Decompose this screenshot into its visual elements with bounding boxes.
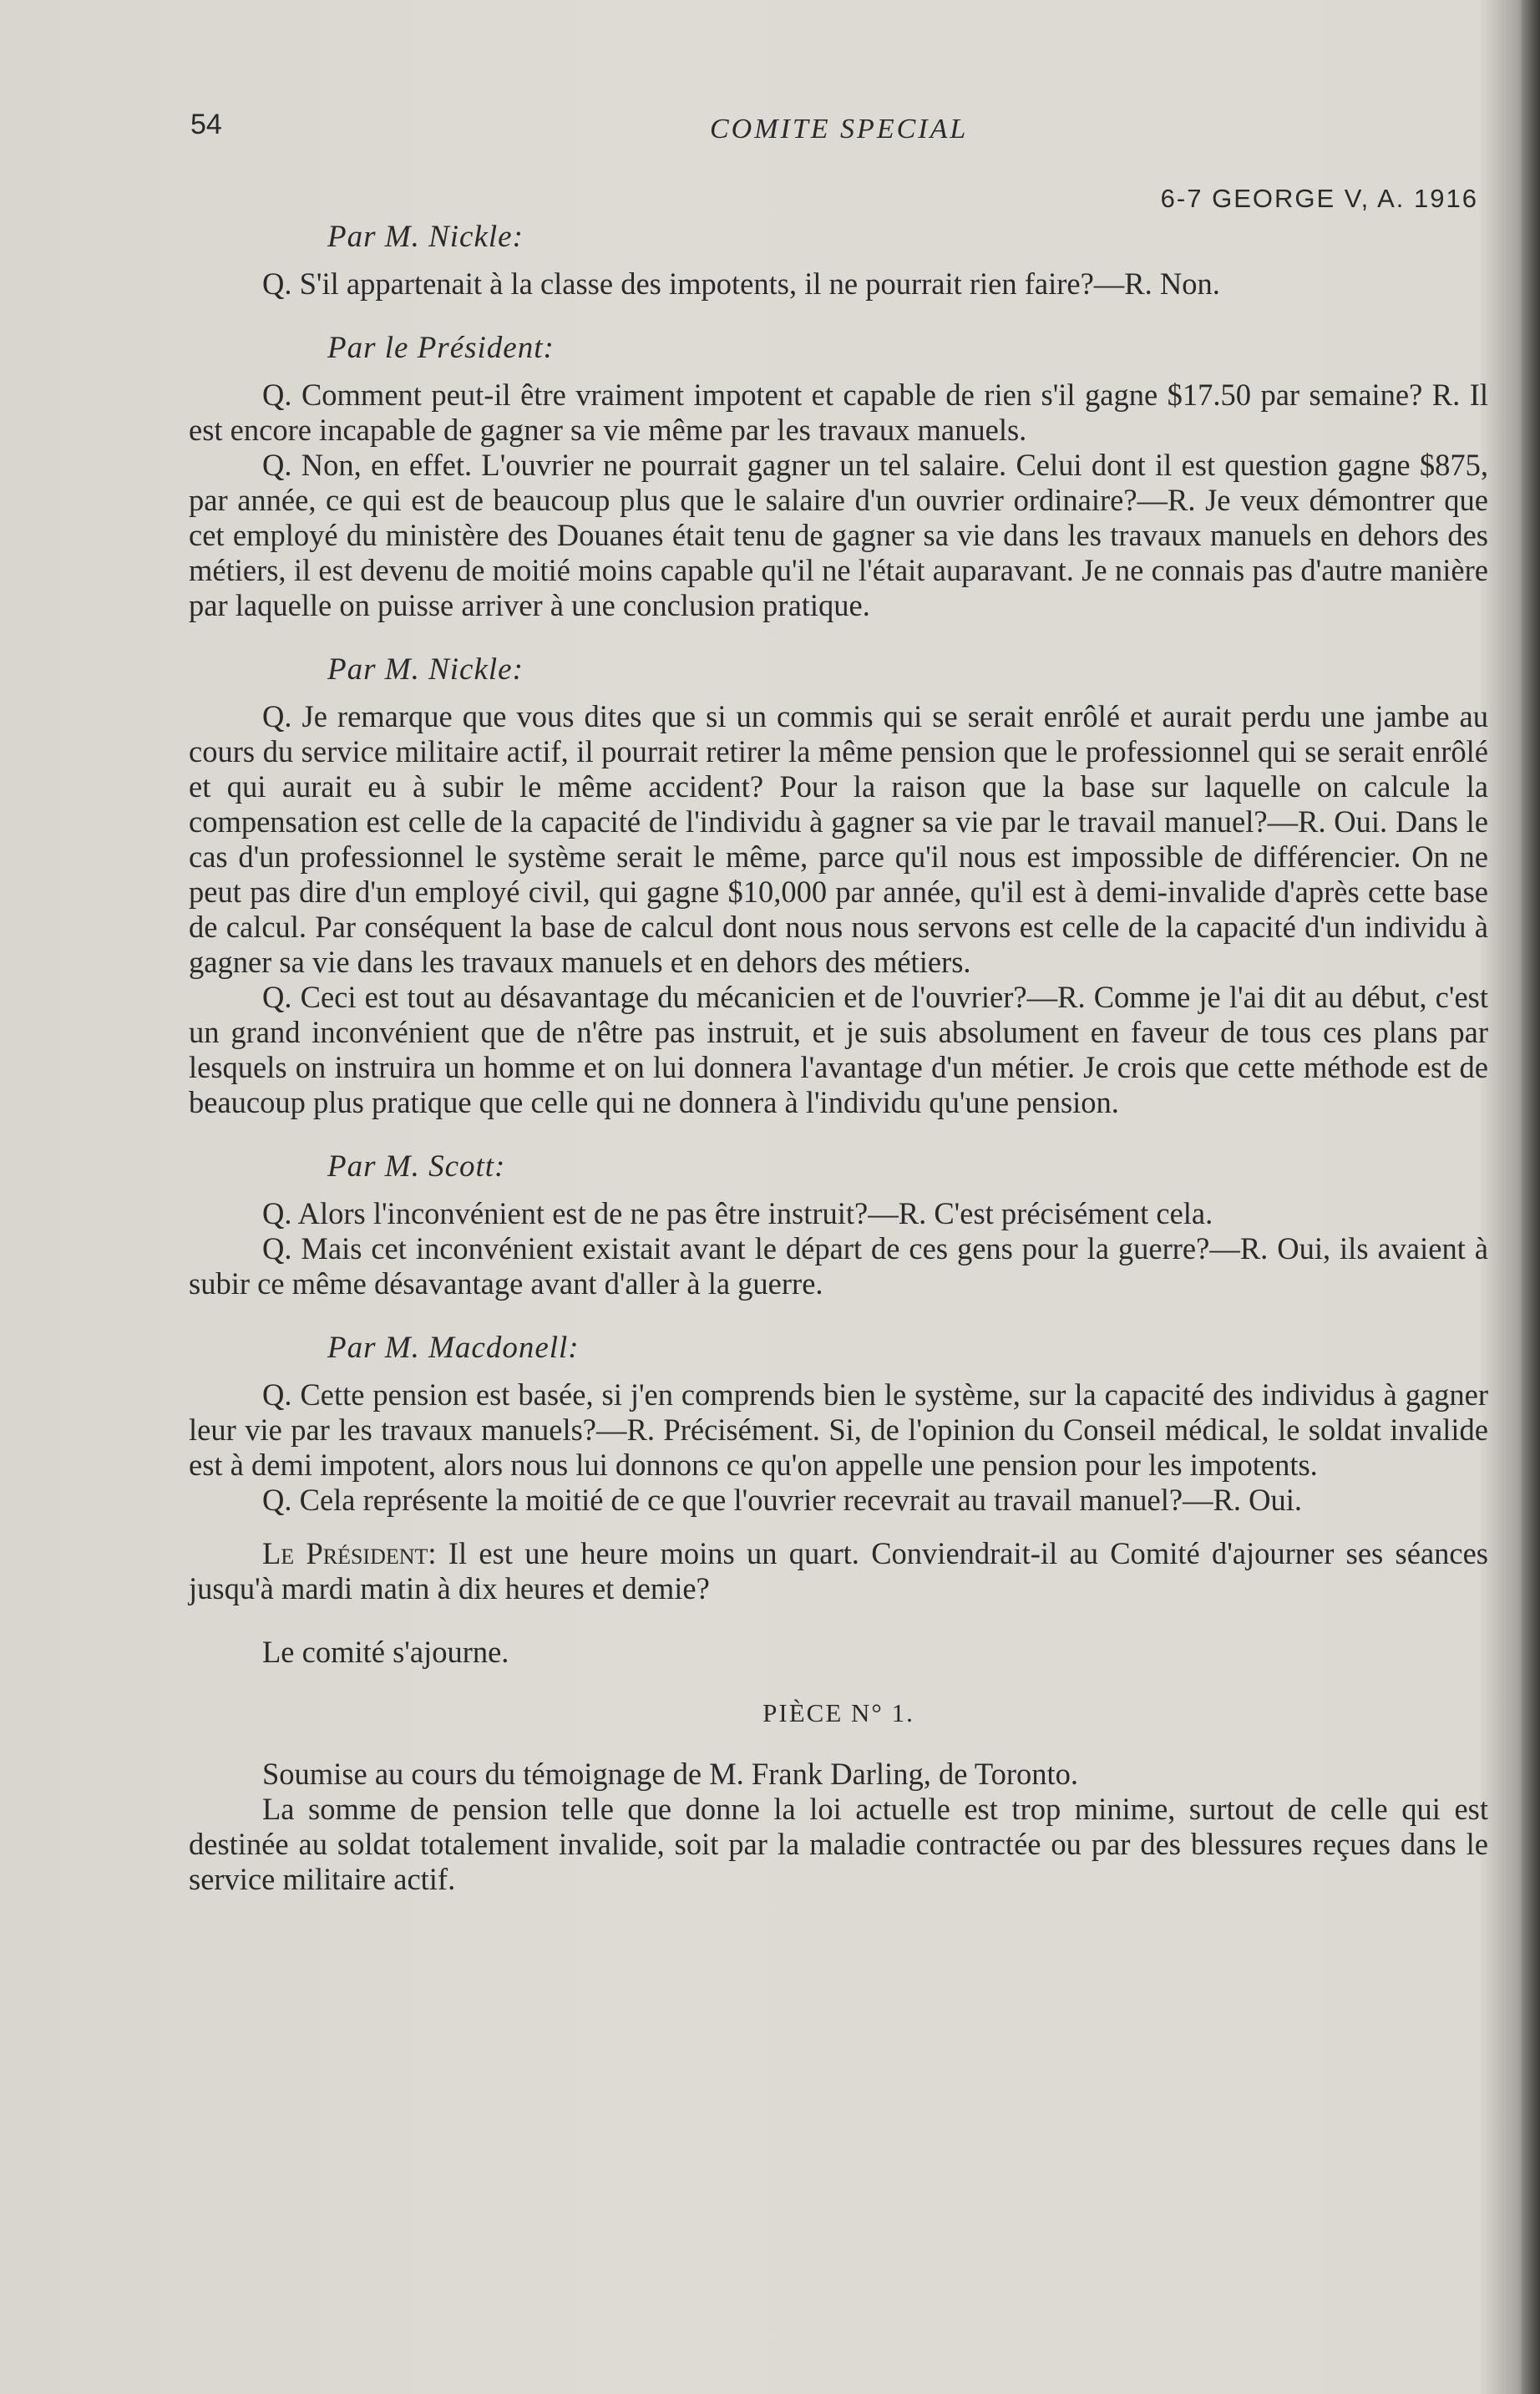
- document-body: [189, 219, 1488, 1897]
- speaker-heading: Par M. Nickle:: [327, 652, 524, 687]
- question-paragraph: Q. Ceci est tout au désavantage du mécanicien et de l'ouvrier?—R. Comme je l'ai dit au début, c'est un grand inconvénient que de n'être pas instruit, et je suis absolument en faveur de tous ces plans par lesquels on instruira un homme et on lui donnera l'avantage d'un métier. Je crois que cette méthode est de beaucoup plus pratique que celle qui ne donnera à l'individu qu'une pension.: [189, 980, 1488, 1119]
- speaker-heading: Par M. Macdonell:: [327, 1331, 580, 1365]
- question-paragraph: Q. Cette pension est basée, si j'en comprends bien le système, sur la capacité des individus à gagner leur vie par les travaux manuels?—R. Précisément. Si, de l'opinion du Conseil médical, le soldat invalide est à demi impotent, alors nous lui donnons ce qu'on appelle une pension pour les impotents.: [189, 1377, 1488, 1482]
- adjournment-line: Le comité s'ajourne.: [262, 1635, 509, 1669]
- running-title: COMITE SPECIAL: [710, 114, 969, 145]
- speaker-heading: Par M. Scott:: [327, 1149, 506, 1184]
- exhibit-paragraph: Soumise au cours du témoignage de M. Frank Darling, de Toronto.: [262, 1757, 1079, 1791]
- question-paragraph: Q. S'il appartenait à la classe des impotents, il ne pourrait rien faire?—R. Non.: [262, 266, 1220, 301]
- page-header: [190, 109, 1493, 213]
- edition-line: 6-7 GEORGE V, A. 1916: [1160, 184, 1478, 213]
- page-number: 54: [190, 109, 222, 140]
- president-text: : Il est une heure moins un quart. Conviendrait-il au Comité d'ajourner ses séances jusqu'à mardi matin à dix heures et demie?: [189, 1536, 1488, 1605]
- question-paragraph: Q. Mais cet inconvénient existait avant le départ de ces gens pour la guerre?—R. Oui, ils avaient à subir ce même désavantage avant d'aller à la guerre.: [189, 1231, 1488, 1301]
- question-paragraph: Q. Cela représente la moitié de ce que l'ouvrier recevrait au travail manuel?—R. Oui.: [262, 1483, 1303, 1517]
- president-label: Le Président: [262, 1536, 428, 1570]
- speaker-heading: Par le Président:: [327, 331, 555, 365]
- question-paragraph: Q. Comment peut-il être vraiment impotent et capable de rien s'il gagne $17.50 par semaine? R. Il est encore incapable de gagner sa vie même par les travaux manuels.: [189, 378, 1488, 447]
- speaker-heading: Par M. Nickle:: [327, 220, 524, 254]
- exhibit-paragraph: La somme de pension telle que donne la loi actuelle est trop minime, surtout de celle qui est destinée au soldat totalement invalide, soit par la maladie contractée ou par des blessures reçues dans le service militaire actif.: [189, 1792, 1488, 1896]
- question-paragraph: Q. Non, en effet. L'ouvrier ne pourrait gagner un tel salaire. Celui dont il est question gagne $875, par année, ce qui est de beaucoup plus que le salaire d'un ouvrier ordinaire?—R. Je veux démontrer que cet employé du ministère des Douanes était tenu de gagner sa vie dans les travaux manuels en dehors des métiers, il est devenu de moitié moins capable qu'il ne l'était auparavant. Je ne connais pas d'autre manière par laquelle on puisse arriver à une conclusion pratique.: [189, 448, 1488, 622]
- question-paragraph: Q. Alors l'inconvénient est de ne pas être instruit?—R. C'est précisément cela.: [262, 1196, 1213, 1230]
- page-edge: [1522, 0, 1540, 2394]
- president-statement: [189, 1536, 1488, 1606]
- question-paragraph: Q. Je remarque que vous dites que si un commis qui se serait enrôlé et aurait perdu une jambe au cours du service militaire actif, il pourrait retirer la même pension que le professionnel qui se serait enrôlé et qui aurait eu à subir le même accident? Pour la raison que la base sur laquelle on calcule la compensation est celle de la capacité de l'individu à gagner sa vie par le travail manuel?—R. Oui. Dans le cas d'un professionnel le système serait le même, parce qu'il nous est impossible de différencier. On ne peut pas dire d'un employé civil, qui gagne $10,000 par année, qu'il est à demi-invalide d'après cette base de calcul. Par conséquent la base de calcul dont nous nous servons est celle de la capacité d'un individu à gagner sa vie dans les travaux manuels et en dehors des métiers.: [189, 699, 1488, 979]
- exhibit-heading: PIÈCE N° 1.: [762, 1698, 914, 1727]
